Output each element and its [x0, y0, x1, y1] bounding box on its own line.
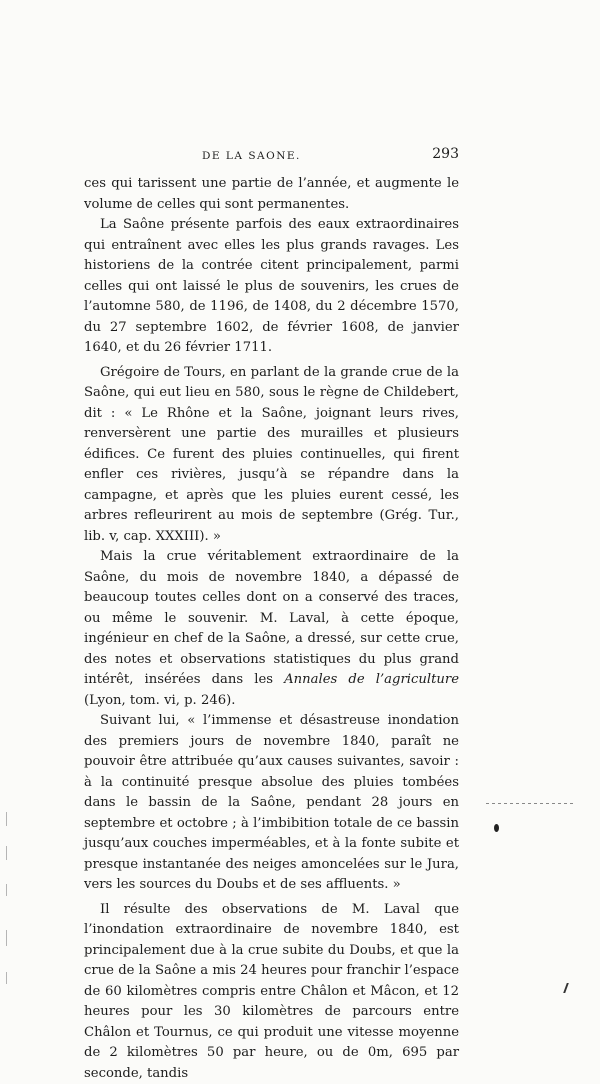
running-title: DE LA SAONE.: [202, 150, 301, 162]
scan-edge-mark: [486, 803, 574, 804]
scan-edge-mark: [6, 884, 7, 896]
paragraph-text: (Lyon, tom. vi, p. 246).: [84, 693, 235, 708]
paragraph: La Saône présente parfois des eaux extraordinaires qui entraînent avec elles les plus grands ravages. Les historiens de la contrée citent principalement, parmi celles qui ont laissé le plus de souvenirs, les crues de l’automne 580, de 1196, de 1408, du 2 décembre 1570, du 27 septembre 1602, de février 1608, de janvier 1640, et du 26 février 1711.: [84, 215, 459, 359]
scan-edge-mark: [6, 812, 7, 826]
page-number: 293: [432, 146, 459, 162]
paragraph: ces qui tarissent une partie de l’année, et augmente le volume de celles qui sont permanentes.: [84, 174, 459, 215]
paragraph: Il résulte des observations de M. Laval que l’inondation extraordinaire de novembre 1840, est principalement due à la crue subite du Doubs, et que la crue de la Saône a mis 24 heures pour franchir l’espace de 60 kilomètres compris entre Châlon et Mâcon, et 12 heures pour les 30 kilomètres de parcours entre Châlon et Tournus, ce qui produit une vitesse moyenne de 2 kilomètres 50 par heure, ou de 0m, 695 par seconde, tandis: [84, 900, 459, 1084]
paragraph-text: Mais la crue véritablement extraordinaire de la Saône, du mois de novembre 1840, a dépassé de beaucoup toutes celles dont on a conservé des traces, ou même le souvenir. M. Laval, à cette époque, ingénieur en chef de la Saône, a dressé, sur cette crue, des notes et observations statistiques du plus grand intérêt, insérées dans les: [84, 549, 459, 687]
paragraph: [84, 547, 459, 711]
ink-spot: [494, 824, 499, 832]
corner-mark: [563, 983, 576, 993]
journal-title: Annales de l’agriculture: [284, 672, 459, 687]
scan-edge-mark: [6, 930, 7, 946]
body-text: [84, 174, 459, 1084]
running-head: [84, 146, 459, 168]
scan-edge-mark: [6, 972, 7, 984]
paragraph: Suivant lui, « l’immense et désastreuse inondation des premiers jours de novembre 1840, paraît ne pouvoir être attribuée qu’aux causes suivantes, savoir : à la continuité presque absolue des pluies tombées dans le bassin de la Saône, pendant 28 jours en septembre et octobre ; à l’imbibition totale de ce bassin jusqu’aux couches imperméables, et à la fonte subite et presque instantanée des neiges amoncelées sur le Jura, vers les sources du Doubs et de ses affluents. »: [84, 711, 459, 896]
paragraph: Grégoire de Tours, en parlant de la grande crue de la Saône, qui eut lieu en 580, sous le règne de Childebert, dit : « Le Rhône et la Saône, joignant leurs rives, renversèrent une partie des murailles et plusieurs édifices. Ce furent des pluies continuelles, qui firent enfler ces rivières, jusqu’à se répandre dans la campagne, et après que les pluies eurent cessé, les arbres refleurirent au mois de septembre (Grég. Tur., lib. v, cap. XXXIII). »: [84, 363, 459, 548]
scan-edge-mark: [6, 846, 7, 860]
